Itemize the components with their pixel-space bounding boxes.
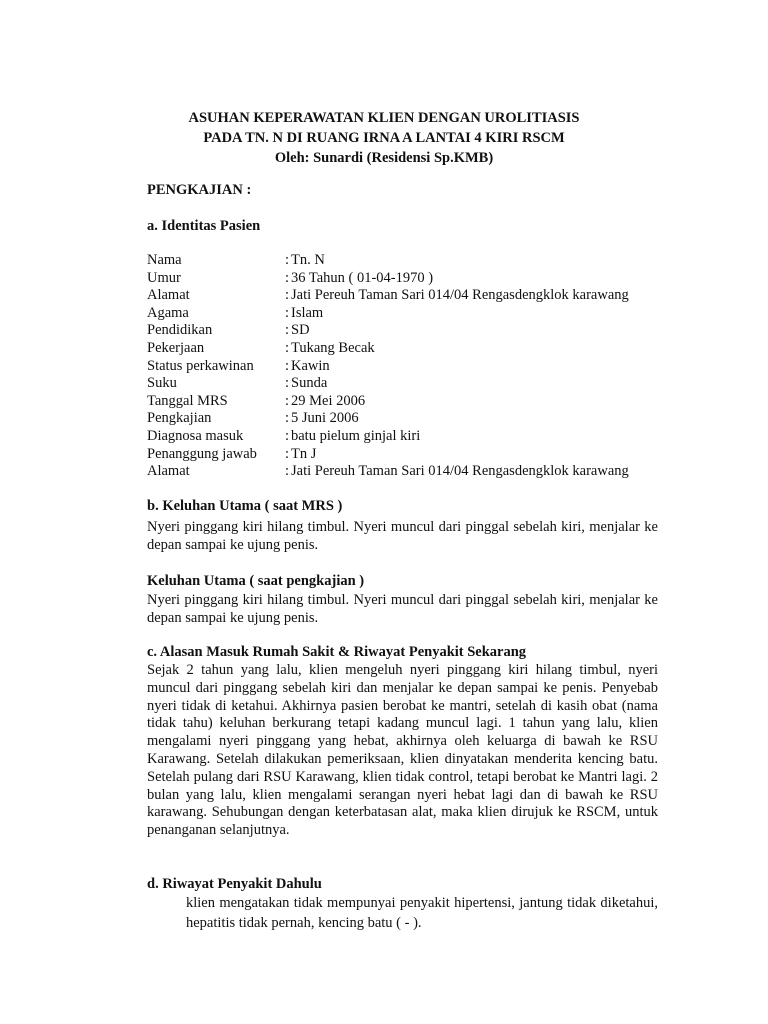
heading-keluhan-mrs: b. Keluhan Utama ( saat MRS ): [147, 498, 343, 514]
identity-value: 36 Tahun ( 01-04-1970 ): [291, 269, 434, 286]
heading-riwayat-dahulu: d. Riwayat Penyakit Dahulu: [147, 876, 322, 892]
identity-label: Alamat: [147, 287, 190, 304]
identity-value: Tn J: [291, 445, 317, 462]
identity-label: Umur: [147, 269, 181, 286]
identity-row: Pendidikan : SD: [147, 322, 310, 339]
heading-identitas-pasien: a. Identitas Pasien: [147, 218, 261, 234]
identity-table: [147, 252, 667, 481]
title-line-1: ASUHAN KEPERAWATAN KLIEN DENGAN UROLITIASIS: [188, 110, 580, 126]
identity-value: Tn. N: [291, 252, 325, 268]
heading-keluhan-pengkajian: Keluhan Utama ( saat pengkajian ): [147, 573, 365, 589]
paragraph-alasan-masuk: Sejak 2 tahun yang lalu, klien mengeluh nyeri pinggang kiri hilang timbul, nyeri muncul dari pinggang sebelah kiri dan menjalar ke depan sampai ke penis. Penyebab nyeri tidak di ketahui. Akhirnya pasien berobat ke mantri, setelah di kasih obat (nama tidak tahu) keluhan berkurang tetapi kadang muncul lagi. 1 tahun yang lalu, klien mengalami nyeri pinggang yang hebat, akhirnya oleh keluarga di bawah ke RSU Karawang. Setelah dilakukan pemeriksaan, klien dinyatakan menderita kencing batu. Setelah pulang dari RSU Karawang, klien tidak control, tetapi berobat ke Mantri lagi. 2 bulan yang lalu, klien mengalami serangan nyeri hebat lagi dan di bawah ke RSU karawang. Sehubungan dengan keterbatasan alat, maka klien dirujuk ke RSCM, untuk penanganan selanjutnya.: [147, 662, 658, 839]
paragraph-keluhan-mrs: Nyeri pinggang kiri hilang timbul. Nyeri muncul dari pinggal sebelah kiri, menjalar ke depan sampai ke ujung penis.: [147, 519, 658, 553]
identity-row: Nama : Tn. N: [147, 252, 325, 268]
identity-value: Tukang Becak: [291, 339, 375, 356]
identity-label: Agama: [147, 304, 189, 321]
identity-value: Jati Pereuh Taman Sari 014/04 Rengasdengklok karawang: [291, 463, 629, 480]
identity-row: Suku : Sunda: [147, 375, 328, 392]
identity-value: Sunda: [291, 375, 328, 392]
section-pengkajian: PENGKAJIAN :: [147, 182, 252, 198]
identity-label: Pengkajian: [147, 410, 212, 427]
identity-row: Alamat : Jati Pereuh Taman Sari 014/04 Rengasdengklok karawang: [147, 287, 629, 304]
identity-row: Tanggal MRS : 29 Mei 2006: [147, 392, 366, 409]
document-title: [0, 108, 768, 168]
identity-row: Agama : Islam: [147, 304, 324, 321]
identity-value: batu pielum ginjal kiri: [291, 427, 421, 444]
identity-label: Tanggal MRS: [147, 392, 228, 409]
identity-row: Alamat : Jati Pereuh Taman Sari 014/04 Rengasdengklok karawang: [147, 463, 629, 480]
identity-value: SD: [291, 322, 310, 339]
heading-alasan-masuk: c. Alasan Masuk Rumah Sakit & Riwayat Penyakit Sekarang: [147, 644, 527, 660]
title-line-2: PADA TN. N DI RUANG IRNA A LANTAI 4 KIRI RSCM: [203, 130, 565, 146]
identity-label: Alamat: [147, 463, 190, 480]
identity-row: Diagnosa masuk : batu pielum ginjal kiri: [147, 427, 421, 444]
identity-row: Status perkawinan : Kawin: [147, 357, 330, 374]
identity-value: 5 Juni 2006: [291, 410, 359, 427]
author-line: Oleh: Sunardi (Residensi Sp.KMB): [274, 150, 494, 166]
identity-label: Status perkawinan: [147, 357, 254, 374]
identity-label: Pendidikan: [147, 322, 213, 339]
identity-label: Penanggung jawab: [147, 445, 257, 462]
identity-value: Islam: [291, 304, 324, 321]
identity-value: Kawin: [291, 357, 330, 374]
paragraph-keluhan-pengkajian: Nyeri pinggang kiri hilang timbul. Nyeri muncul dari pinggal sebelah kiri, menjalar ke depan sampai ke ujung penis.: [147, 592, 658, 626]
identity-row: Penanggung jawab : Tn J: [147, 445, 317, 462]
identity-value: Jati Pereuh Taman Sari 014/04 Rengasdengklok karawang: [291, 287, 629, 304]
identity-row: Umur : 36 Tahun ( 01-04-1970 ): [147, 269, 434, 286]
identity-label: Nama: [147, 252, 182, 268]
paragraph-riwayat-dahulu: klien mengatakan tidak mempunyai penyakit hipertensi, jantung tidak diketahui, hepatitis tidak pernah, kencing batu ( - ).: [186, 895, 658, 931]
identity-label: Diagnosa masuk: [147, 427, 244, 444]
identity-row: Pengkajian : 5 Juni 2006: [147, 410, 359, 427]
identity-label: Suku: [147, 375, 177, 392]
identity-label: Pekerjaan: [147, 339, 205, 356]
identity-row: Pekerjaan : Tukang Becak: [147, 339, 375, 356]
identity-value: 29 Mei 2006: [291, 392, 366, 409]
